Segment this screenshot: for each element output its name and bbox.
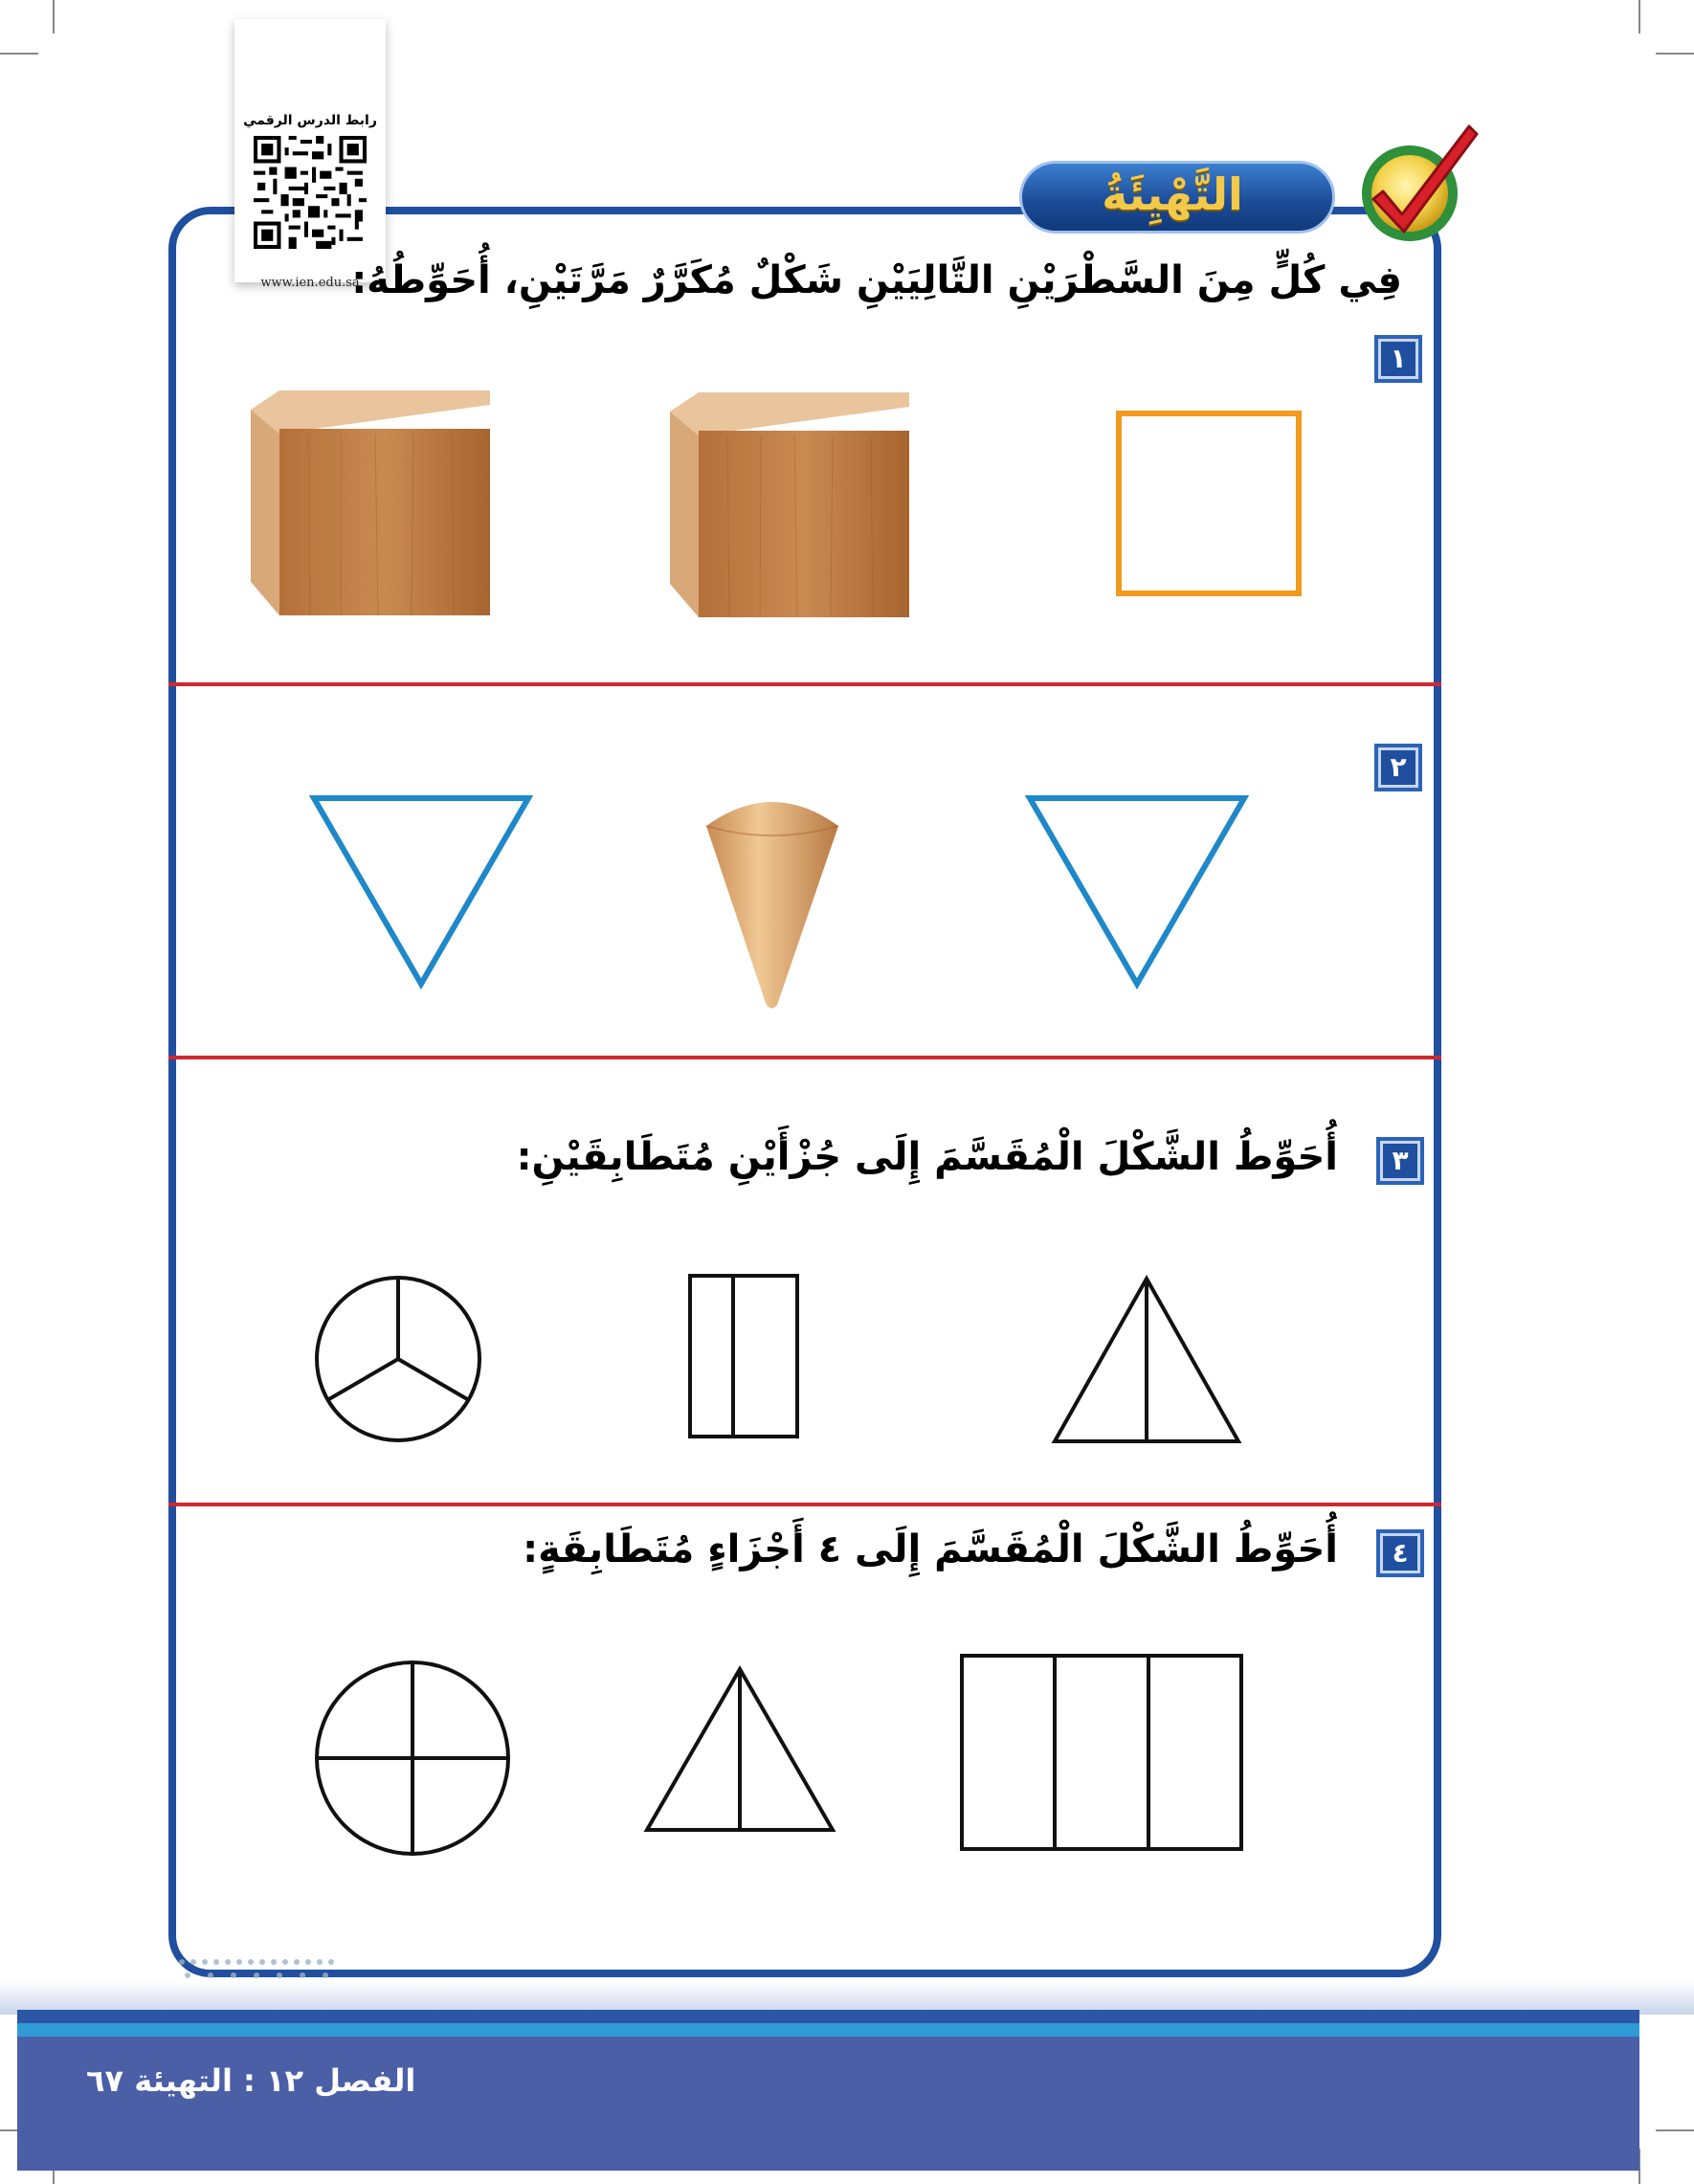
ministry-logo-icon [172, 1954, 345, 1993]
circle-four-parts-shape[interactable] [312, 1658, 513, 1859]
footer-page-label: الفصل ١٢ : التهيئة ٦٧ [86, 2062, 416, 2099]
checkmark-icon [1354, 115, 1488, 249]
question-number-1: ١ [1374, 335, 1422, 383]
question-number-3: ٣ [1376, 1137, 1424, 1185]
wooden-cube-icon[interactable] [670, 392, 909, 617]
question-number-2: ٢ [1374, 744, 1422, 791]
wooden-cube-icon[interactable] [251, 390, 490, 615]
qr-code-icon[interactable] [254, 136, 367, 249]
footer-stripe [17, 2023, 1639, 2037]
wooden-cone-icon[interactable] [701, 792, 844, 1013]
orange-square-shape[interactable] [1115, 410, 1303, 597]
section-title: التَّهْيِئَةُ [1102, 168, 1243, 220]
qr-title: رابط الدرس الرقمي [243, 113, 377, 128]
main-instruction: فِي كُلٍّ مِنَ السَّطْرَيْنِ التَّالِيَيْنِ شَكْلٌ مُكَرَّرٌ مَرَّتَيْنِ، أُحَوِّطُهُ: [351, 258, 1402, 302]
footer-bar [17, 2037, 1639, 2171]
triangle-two-parts-shape[interactable] [643, 1665, 836, 1834]
row-divider [168, 1056, 1441, 1059]
rectangle-two-parts-shape[interactable] [687, 1273, 802, 1440]
rectangle-three-parts-shape[interactable] [959, 1653, 1246, 1852]
question-number-4: ٤ [1376, 1529, 1424, 1577]
blue-triangle-shape[interactable] [1024, 792, 1250, 990]
triangle-two-parts-shape[interactable] [1051, 1275, 1242, 1445]
row-divider [168, 1503, 1441, 1506]
qr-card[interactable] [234, 19, 386, 290]
question-3-text: أُحَوِّطُ الشَّكْلَ الْمُقَسَّمَ إِلَى جُزْأَيْنِ مُتَطَابِقَيْنِ: [516, 1135, 1338, 1179]
question-4-text: أُحَوِّطُ الشَّكْلَ الْمُقَسَّمَ إِلَى ٤ أَجْزَاءٍ مُتَطَابِقَةٍ: [523, 1527, 1338, 1571]
qr-url[interactable]: www.ien.edu.sa [260, 276, 360, 290]
blue-triangle-shape[interactable] [308, 792, 534, 990]
row-divider [168, 682, 1441, 686]
circle-three-parts-shape[interactable] [312, 1273, 484, 1445]
footer-stripe [17, 2010, 1639, 2023]
